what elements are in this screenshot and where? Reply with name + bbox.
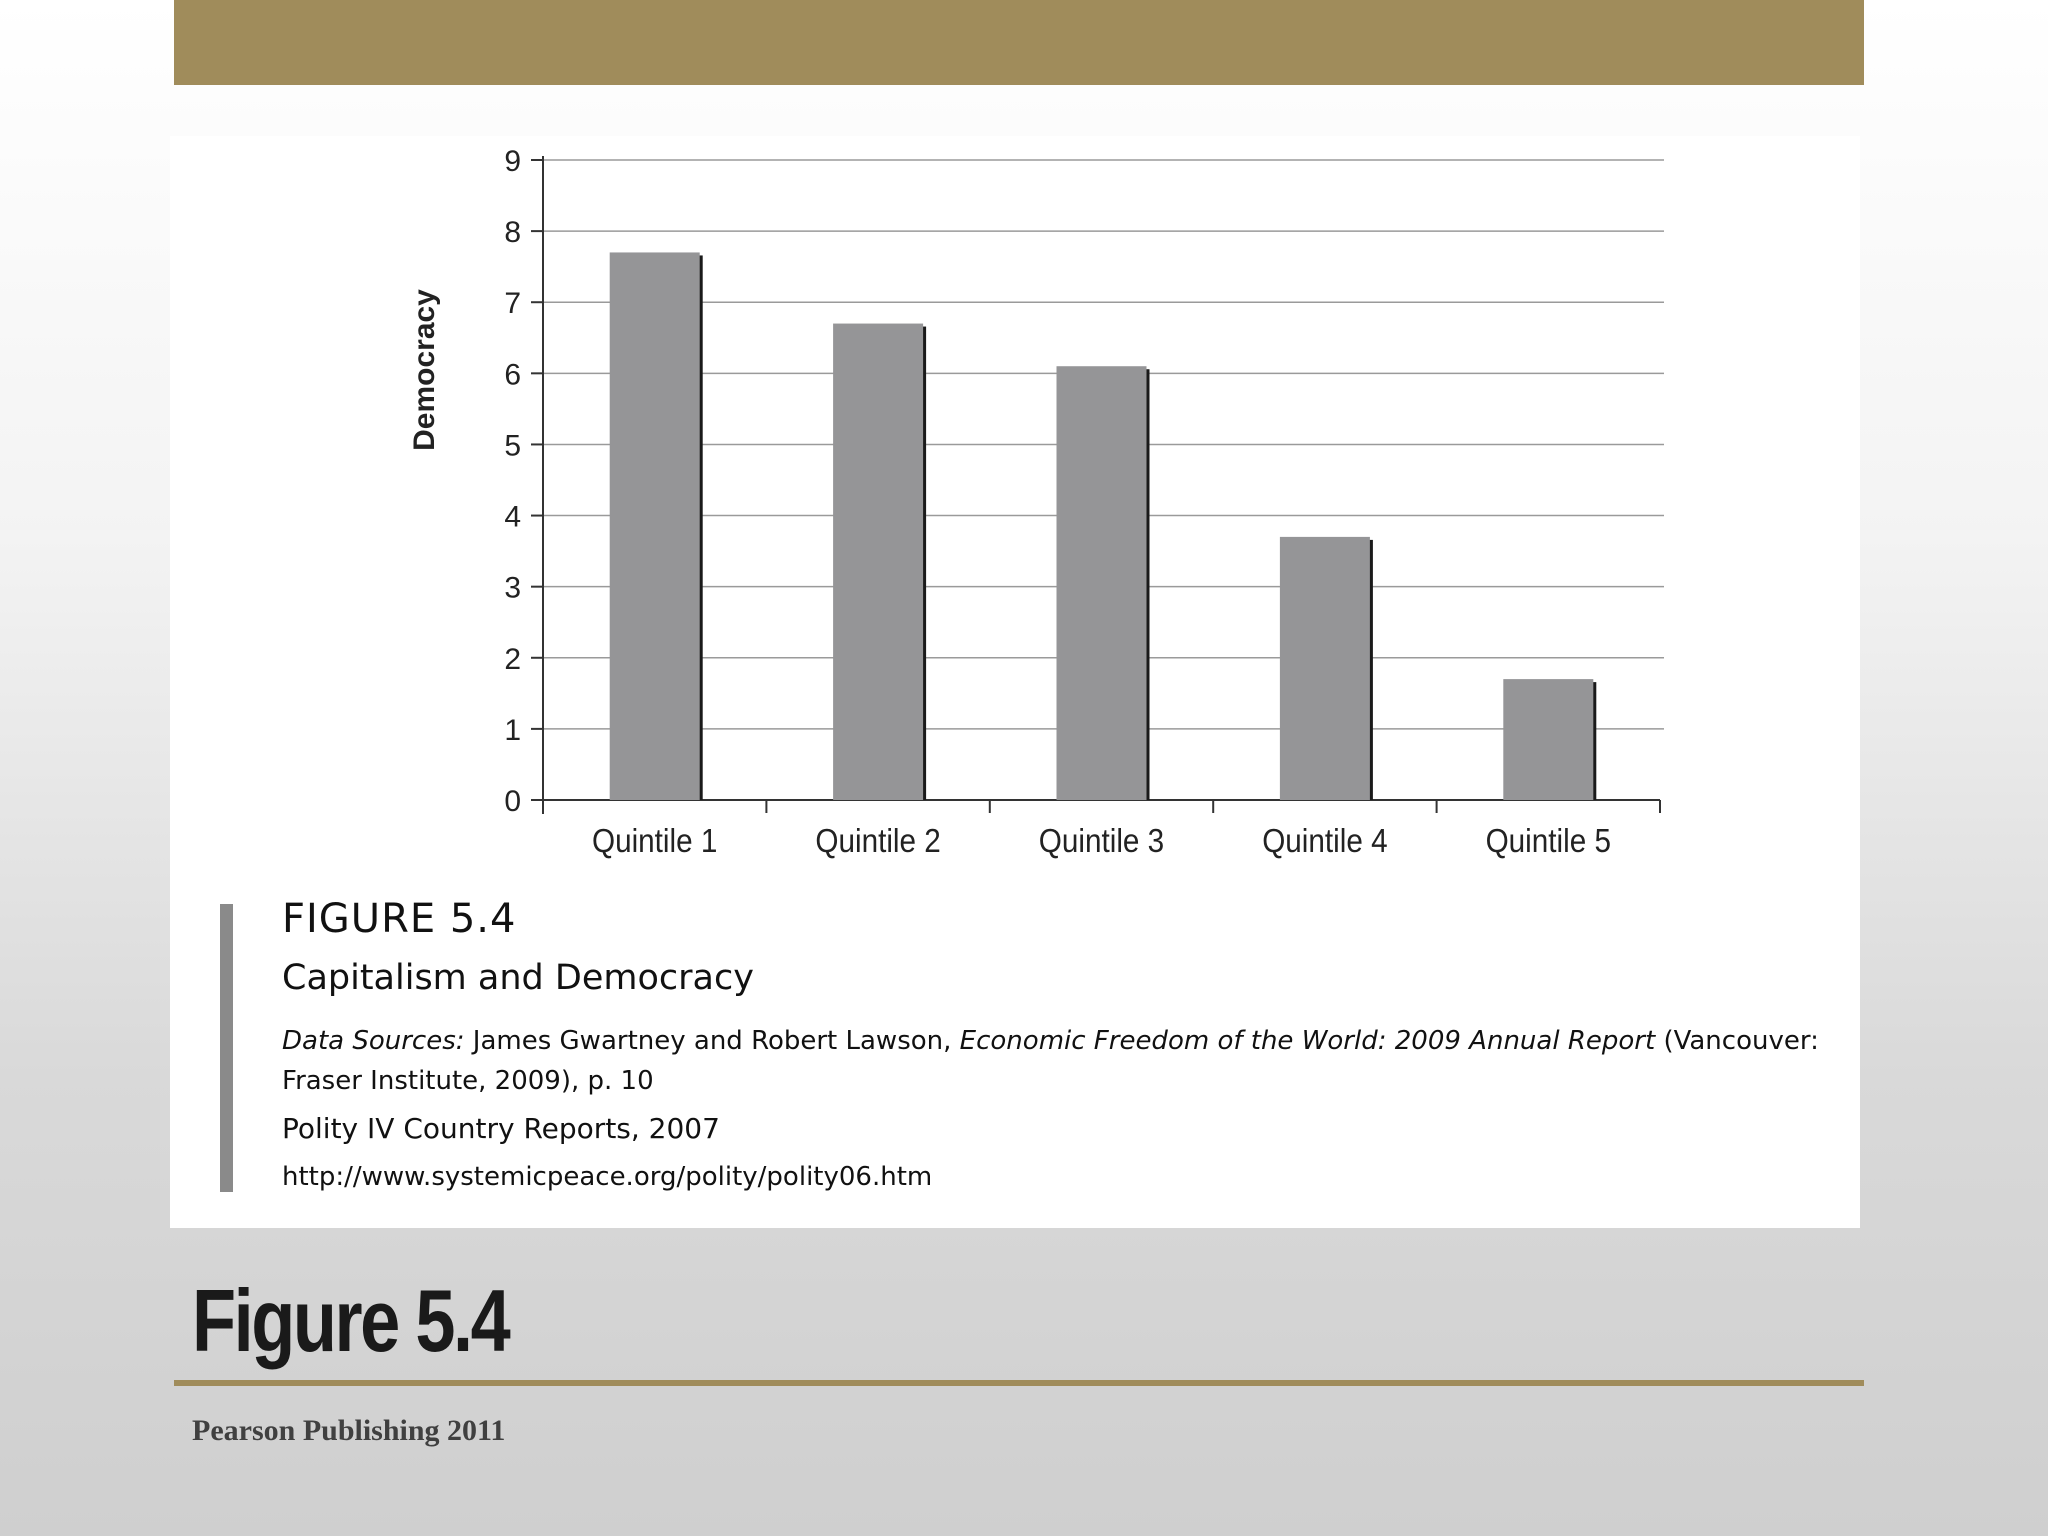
footer-rule [174,1380,1864,1386]
caption-side-bar [220,904,233,1192]
data-sources-publisher: (Vancouver: [1655,1026,1819,1056]
data-sources-line [282,1026,1819,1056]
y-axis-label: Democracy [408,289,441,451]
polity-source: Polity IV Country Reports, 2007 [282,1112,720,1145]
bar [1057,366,1147,800]
bar [1280,537,1370,800]
figure-title: Capitalism and Democracy [282,958,754,998]
x-tick-label: Quintile 5 [1485,822,1612,860]
footer-credit: Pearson Publishing 2011 [192,1414,506,1447]
bar [610,252,700,800]
y-tick-label: 4 [504,500,521,534]
figure-label: FIGURE 5.4 [282,896,517,942]
x-tick-label: Quintile 4 [1262,822,1388,860]
data-sources-label: Data Sources: [282,1026,465,1056]
y-tick-label: 3 [504,571,521,605]
x-tick-label: Quintile 1 [591,822,718,860]
data-sources-line-2: Fraser Institute, 2009), p. 10 [282,1066,654,1096]
y-tick-label: 7 [504,287,521,321]
x-tick-label: Quintile 3 [1038,822,1165,860]
y-tick-label: 6 [504,358,521,392]
y-tick-label: 1 [504,713,521,747]
y-tick-label: 2 [504,642,521,676]
y-tick-label: 9 [504,145,521,178]
data-sources-work: Economic Freedom of the World: 2009 Annual Report [959,1026,1656,1056]
y-tick-label: 8 [504,216,521,250]
y-tick-label: 0 [504,785,521,818]
top-accent-bar [174,0,1864,85]
x-tick-label: Quintile 2 [815,822,941,860]
y-tick-label: 5 [504,429,521,463]
bar-chart [170,136,1860,876]
data-sources-authors: James Gwartney and Robert Lawson, [464,1026,960,1056]
bar [833,324,923,800]
source-url: http://www.systemicpeace.org/polity/polity06.htm [282,1162,933,1192]
slide-title: Figure 5.4 [192,1271,509,1370]
bar [1503,679,1593,800]
figure-panel [170,136,1860,1228]
